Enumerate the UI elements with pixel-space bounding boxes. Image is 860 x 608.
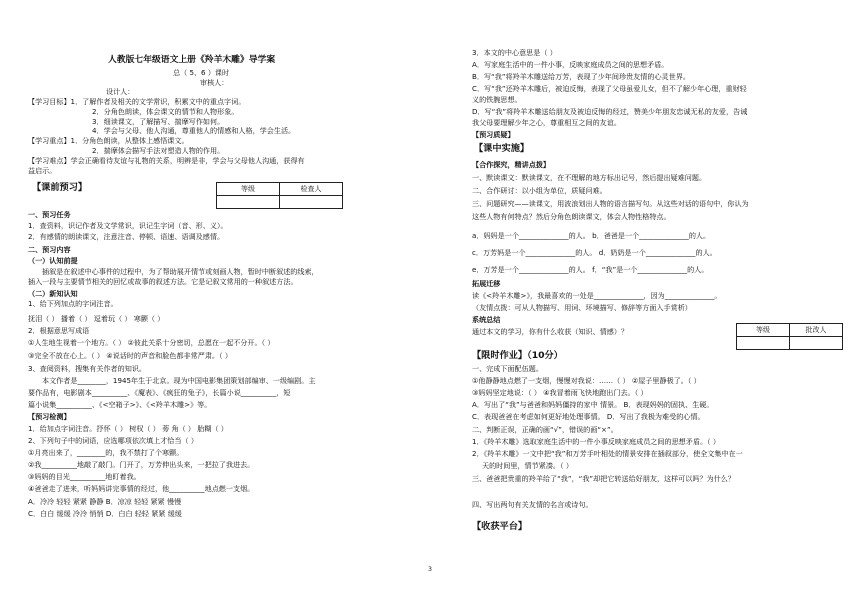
text-line: ②我__________地敲了敲门。门开了，万芳伸出头来，一把拉了我进去。 <box>28 460 255 469</box>
text-line: 读《<羚羊木雕>》，我最喜欢的一处是______________，因为______________。 <box>472 291 722 300</box>
text-line: 天的时间里，情节紧凑。（ ） <box>482 461 573 470</box>
text-line: 系统总结 <box>472 315 501 324</box>
text-line: ③完全不放在心上。（ ） ④说话时的声音和脸色都非常严肃。（ ） <box>28 351 232 360</box>
text-line: B．写“我”将羚羊木雕送给万芳，表现了少年间珍贵友情的心灵世界。 <box>472 72 690 81</box>
text-line: A．写出了“我”与爸爸和妈妈僵持的家中 情景。 B．表现妈妈的固执、生硬。 <box>472 400 714 409</box>
text-line: 2．揣摩体会描写手法对塑造人物的作用。 <box>92 146 225 155</box>
checker-cell[interactable] <box>280 196 343 209</box>
text-line: A．冷冷 轻轻 紧紧 静静 B．凉凉 轻轻 紧紧 慢慢 <box>28 497 182 506</box>
text-line: 【课前预习】 <box>32 182 88 193</box>
text-line: 益启示。 <box>28 166 57 175</box>
reviewer-cell[interactable] <box>790 337 843 350</box>
text-line: 要作品有，电影剧本__________、《魔表》、《疯狂的兔子》，长篇小说__________，短 <box>28 388 291 397</box>
text-line: 【学习目标】1．了解作者及相关的文学常识，积累文中的重点字词。 <box>28 97 246 106</box>
text-line: 3、查阅资料，搜集有关作者的知识。 <box>28 364 147 373</box>
text-line: C．白白 缓缓 冷冷 悄悄 D．白白 轻轻 紧紧 缓缓 <box>28 509 182 518</box>
text-line: 2、下列句子中的词语，应选哪项依次填上才恰当（ ） <box>28 436 198 445</box>
text-line: 设计人： <box>106 87 135 96</box>
text-line: 一、默读课文：默读课文，在不理解的地方标出记号，然后提出疑难问题。 <box>472 173 707 182</box>
left-grade-table <box>216 182 343 209</box>
text-line: 抚泪（ ） 播着（ ） 逗着玩（ ） 寒颤（ ） <box>28 314 165 323</box>
text-line: 【预习质疑】 <box>472 130 515 139</box>
text-line: 1．给加点字词注音。抒怀（ ） 树权（ ） 蒡 角（ ） 胎糊（ ） <box>28 424 228 433</box>
text-line: 3．本文的中心意思是（ ） <box>472 48 557 57</box>
text-line: e．万芳是一个______________的人。 f．“我”是一个______________的人。 <box>472 265 709 274</box>
reviewer-header: 批改人 <box>790 324 843 337</box>
text-line: 三、问题研究——读课文，用波浪划出人物的语言描写句。从这些对话的语句中，你认为 <box>472 199 749 208</box>
text-line: A．写家庭生活中的一件小事，反映家庭成员之间的思想矛盾。 <box>472 60 669 69</box>
text-line: ④爸爸走了进来，听妈妈讲完事情的经过，他__________地点燃一支烟。 <box>28 484 255 493</box>
text-line: 人教版七年级语文上册《羚羊木雕》导学案 <box>108 55 276 65</box>
text-line: 拓展迁移 <box>472 279 501 288</box>
text-line: ①月亮出来了，________的，我不禁打了个寒颤。 <box>28 448 184 457</box>
text-line: 二、判断正误，正确的画“√”，错误的画“×”。 <box>472 425 618 434</box>
grade-header: 等级 <box>217 183 280 196</box>
text-line: 4．学会与父母、他人沟通，尊重他人的情感和人格，学会生活。 <box>92 126 296 135</box>
grade-cell[interactable] <box>217 196 280 209</box>
text-line: （友情点拨：可从人物描写、用词、环境描写、修辞等方面入手赏析） <box>472 303 692 312</box>
text-line: a．妈妈是一个______________的人。 b．爸爸是一个______________的人。 <box>472 231 711 240</box>
text-line: 1、给下列加点的字词注音。 <box>28 299 118 308</box>
text-line: ①人生地生视着一个地方。（ ） ②彼此关系十分密切，总愿在一起不分开。（ ） <box>28 338 275 347</box>
text-line: 二、预习内容 <box>28 245 71 254</box>
text-line: 总（ 5、6 ）课时 <box>173 68 230 77</box>
text-line: 3．细读课文，了解描写、揣摩写作如何。 <box>92 117 225 126</box>
right-grade-table <box>736 323 843 350</box>
text-line: 【预习检测】 <box>28 412 71 421</box>
text-line: c．万芳妈是一个______________的人。 d．奶奶是一个______________的人。 <box>472 248 717 257</box>
text-line: 篇小说集__________、《<空箱子>》、《<羚羊木雕>》等。 <box>28 400 212 409</box>
text-line: 【收获平台】 <box>472 521 528 532</box>
text-line: 【限时作业】（10分） <box>472 350 563 361</box>
text-line: 审核人： <box>200 78 229 87</box>
text-line: 一、完成下面配伍题。 <box>472 364 543 373</box>
text-line: 1．查资料，识记作者及文学常识，识记生字词（音、形、义）。 <box>28 221 228 230</box>
text-line: ③妈妈的目光__________地盯着我。 <box>28 472 141 481</box>
text-line: ①他静静地点燃了一支烟，慢慢对我说：……（ ） ②屋子里静极了。（ ） <box>472 376 701 385</box>
text-line: 2．有感情的朗读课文，注意注音、停顿、语速、语调及感情。 <box>28 232 225 241</box>
text-line: 义的铁腕思想。 <box>472 95 522 104</box>
text-line: 【学习重点】1．分角色朗读，从整体上感悟课文。 <box>28 136 189 145</box>
checker-header: 检查人 <box>280 183 343 196</box>
text-line: 通过本文的学习，你有什么收获（知识、情感）？ <box>472 327 629 336</box>
text-line: 2．根据意思写成语 <box>28 326 90 335</box>
text-line: 一、预习任务 <box>28 210 71 219</box>
text-line: （二）新知认知 <box>28 289 78 298</box>
text-line: C．表现爸爸在考虑如何更好地处理事情。 D．写出了我极为难受的心情。 <box>472 412 705 421</box>
text-line: C．写“我”还羚羊木雕后，被迫反悔，表现了父母虽爱儿女，但不了解少年心理，重财轻 <box>472 84 747 93</box>
text-line: 插叙是在叙述中心事件的过程中，为了帮助展开情节或刻画人物，暂时中断叙述的线索， <box>42 267 319 276</box>
text-line: 三、爸爸把贵重的羚羊给了“我”，“我”却把它转送给好朋友，这样可以吗？为什么？ <box>472 474 735 483</box>
text-line: 四、写出两句有关友情的名言或诗句。 <box>472 500 593 509</box>
text-line: 插入一段与主要情节相关的回忆或故事的叙述方法。它是记叙文常用的一种叙述方法。 <box>28 277 298 286</box>
page-number: 3 <box>428 566 432 573</box>
text-line: 【学习难点】学会正确看待友谊与礼物的关系，明辨是非，学会与父母他人沟通，获得有 <box>28 156 305 165</box>
text-line: 这些人物有何特点？然后分角色朗读课文，体会人物性格特点。 <box>472 212 671 221</box>
grade-header: 等级 <box>737 324 790 337</box>
text-line: 【合作探究，精讲点拨】 <box>472 160 551 169</box>
text-line: 1．《羚羊木雕》选取家庭生活中的一件小事反映家庭成员之间的思想矛盾。（ ） <box>472 437 720 446</box>
text-line: 我父母要理解少年之心，尊重相互之间的友谊。 <box>472 118 621 127</box>
text-line: 本文作者是________，1945年生于北京。现为中国电影集团策划部编审、一级编剧。主 <box>42 376 316 385</box>
text-line: 2．《羚羊木雕》一文中把“我”和万芳手叶相处的情景安排在插叙部分，使全文集中在一 <box>472 449 743 458</box>
text-line: 二、合作研讨：以小组为单位，质疑问难。 <box>472 186 607 195</box>
text-line: 2．分角色朗读，体会课文的情节和人物形象。 <box>92 107 239 116</box>
text-line: D．写“我”将羚羊木雕送给朋友及被迫反悔的经过，赞美少年朋友忠诚无私的友爱，告诫 <box>472 107 748 116</box>
text-line: （一）认知前提 <box>28 256 78 265</box>
text-line: 【课中实施】 <box>474 143 530 154</box>
text-line: ③妈妈坚定地说：（ ） ④我冒着雨飞快地跑出门去。（ ） <box>472 388 648 397</box>
grade-cell[interactable] <box>737 337 790 350</box>
